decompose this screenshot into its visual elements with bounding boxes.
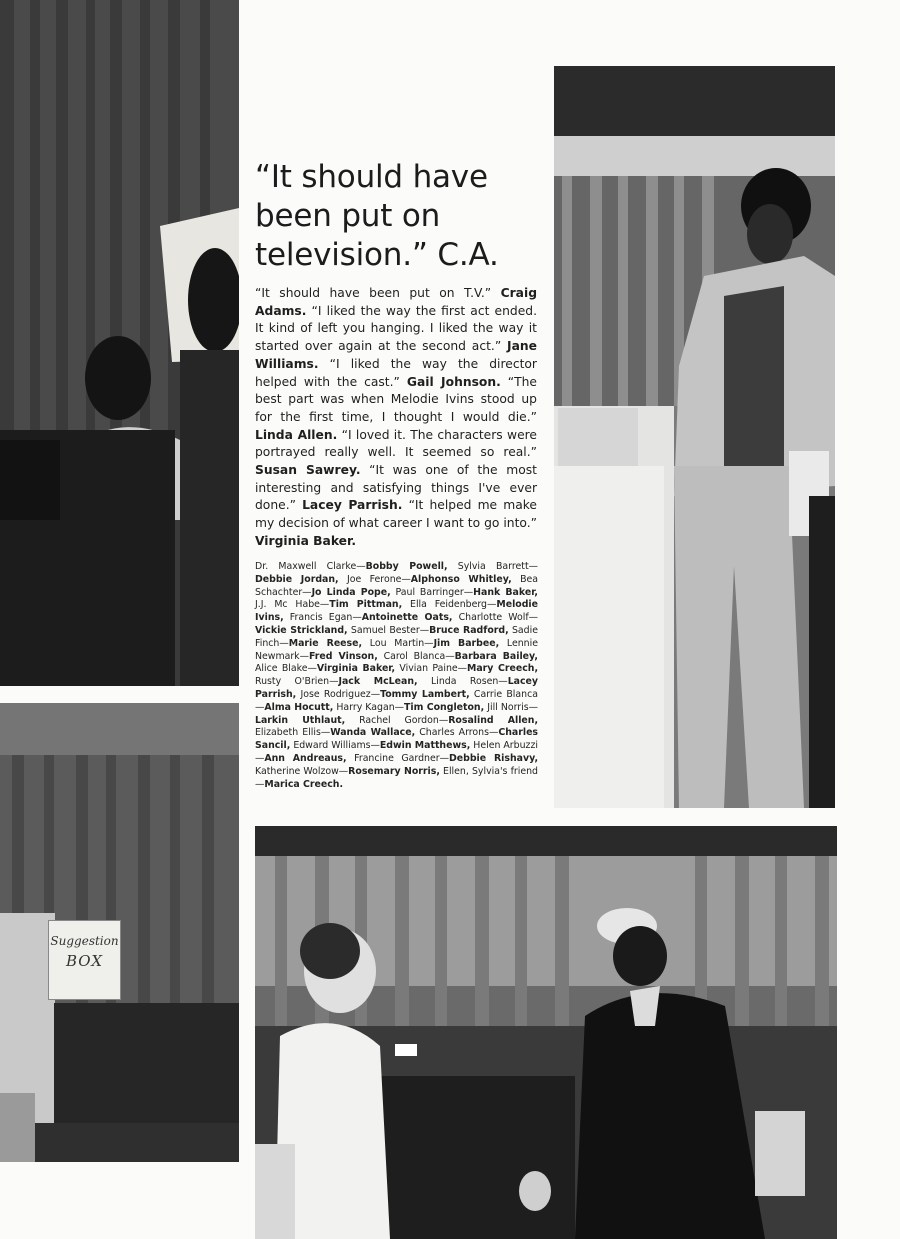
cast-actor: Vickie Strickland,	[255, 624, 348, 636]
headline-line-3: television.” C.A.	[255, 237, 499, 273]
cast-role: Helen Arbuzzi—	[255, 740, 538, 764]
photo-stage-suggestion-box	[0, 703, 239, 1162]
cast-actor: Jo Linda Pope,	[311, 586, 391, 598]
cast-entry	[293, 740, 470, 751]
cast-entry	[255, 599, 402, 610]
quote-text: “I liked the way the director helped with the cast.”	[255, 356, 537, 389]
cast-role: Carrie Blanca—	[255, 688, 539, 713]
cast-entry	[384, 651, 538, 662]
cast-actor: Larkin Uthlaut,	[255, 714, 346, 726]
cast-entry	[255, 727, 415, 738]
cast-actor: Melodie Ivins,	[255, 599, 538, 624]
cast-actor: Debbie Jordan,	[255, 573, 339, 585]
cast-role: Bea Schachter—	[255, 573, 539, 598]
photo-audience	[0, 0, 239, 686]
quote-text: “It should have been put on T.V.”	[255, 286, 492, 300]
cast-entry	[399, 663, 538, 674]
cast-role: Samuel Bester—	[350, 624, 430, 636]
quote-text: “It helped me make my decision of what career I want to go into.”	[255, 498, 537, 531]
cast-actor: Marie Reese,	[288, 637, 363, 649]
cast-role: Joe Ferone—	[347, 573, 411, 585]
cast-actor: Debbie Rishavy,	[448, 752, 539, 764]
cast-actor: Alma Hocutt,	[264, 701, 334, 713]
quote-text: “The best part was when Melodie Ivins stood up for the first time, I thought I would die.”	[255, 374, 537, 424]
cast-entry	[351, 625, 509, 636]
cast-entry	[336, 702, 484, 713]
quote-attribution: Susan Sawrey.	[255, 463, 361, 478]
cast-actor: Wanda Wallace,	[330, 727, 416, 739]
cast-actor: Hank Baker,	[473, 586, 538, 598]
cast-role: Charlotte Wolf—	[458, 612, 538, 624]
cast-actor: Fred Vinson,	[308, 650, 378, 662]
cast-entry	[396, 587, 538, 598]
cast-actor: Tommy Lambert,	[380, 688, 470, 700]
cast-actor: Tim Congleton,	[404, 701, 485, 713]
cast-list	[255, 561, 538, 791]
headline-line-2: been put on	[255, 198, 441, 234]
cast-role: Vivian Paine—	[399, 663, 468, 675]
cast-role: Linda Rosen—	[431, 676, 508, 688]
cast-role: Alice Blake—	[255, 663, 317, 675]
headline	[255, 158, 545, 275]
cast-entry	[354, 753, 538, 764]
cast-role: Charles Arrons—	[419, 727, 499, 739]
cast-role: Lou Martin—	[369, 637, 434, 649]
cast-actor: Rosalind Allen,	[448, 714, 539, 726]
cast-actor: Rosemary Norris,	[348, 765, 440, 777]
cast-actor: Lacey Parrish,	[255, 676, 539, 700]
cast-entry	[300, 689, 469, 700]
headline-line-1: “It should have	[255, 159, 488, 195]
cast-entry	[359, 715, 538, 726]
cast-actor: Jack McLean,	[338, 676, 418, 688]
cast-role: Katherine Wolzow—	[255, 765, 349, 777]
cast-actor: Bobby Powell,	[365, 561, 448, 572]
cast-actor: Ann Andreaus,	[264, 752, 347, 764]
cast-role: Francine Gardner—	[354, 752, 449, 764]
cast-actor: Mary Creech,	[467, 663, 539, 675]
cast-actor: Virginia Baker,	[316, 663, 396, 675]
quote-attribution: Virginia Baker.	[255, 533, 356, 548]
cast-role: Francis Egan—	[289, 612, 362, 624]
quote-attribution: Gail Johnson.	[406, 374, 501, 389]
quote-text: “I liked the way the first act ended. It kind of left you hanging. I liked the way it started over again at the second act.”	[255, 303, 537, 354]
suggestion-box-sign	[48, 920, 121, 1000]
photo-actor-denim	[554, 66, 835, 808]
cast-role: Elizabeth Ellis—	[255, 727, 331, 739]
cast-role: Ellen, Sylvia's friend—	[255, 765, 538, 790]
quote-attribution: Craig Adams.	[255, 286, 537, 318]
cast-role: Harry Kagan—	[336, 701, 405, 713]
quote-attribution: Linda Allen.	[255, 427, 338, 442]
quote-text: “It was one of the most interesting and satisfying things I've ever done.”	[255, 463, 537, 513]
quote-text: “I loved it. The characters were portrayed really well. It seemed so real.”	[255, 427, 537, 460]
cast-entry	[255, 676, 418, 687]
quotes-paragraph	[255, 285, 537, 551]
photo-actors-leather-coat	[255, 826, 837, 1239]
cast-actor: Tim Pittman,	[329, 599, 403, 611]
cast-role: Ella Feidenberg—	[410, 599, 497, 611]
cast-role: Rusty O'Brien—	[255, 676, 339, 688]
cast-entry	[255, 766, 440, 777]
cast-role: Jose Rodriguez—	[300, 688, 381, 700]
cast-actor: Marica Creech.	[264, 778, 344, 790]
cast-role: Sylvia Barrett—	[457, 561, 538, 572]
cast-entry	[290, 612, 453, 623]
cast-role: Rachel Gordon—	[359, 714, 449, 726]
cast-entry	[370, 638, 499, 649]
cast-actor: Alphonso Whitley,	[410, 573, 512, 585]
cast-role: Paul Barringer—	[395, 586, 474, 598]
cast-role: Carol Blanca—	[383, 650, 455, 662]
sign-line-2: BOX	[65, 952, 103, 970]
cast-actor: Charles Sancil,	[255, 727, 539, 752]
cast-role: Lennie Newmark—	[255, 637, 538, 662]
cast-entry	[347, 574, 512, 585]
cast-entry	[255, 663, 395, 674]
cast-entry	[255, 561, 448, 572]
cast-actor: Bruce Radford,	[429, 624, 509, 636]
cast-role: Dr. Maxwell Clarke—	[255, 561, 366, 572]
sign-line-1: Suggestion	[50, 934, 119, 948]
cast-role: Jill Norris—	[487, 701, 538, 713]
quote-attribution: Lacey Parrish.	[302, 498, 403, 513]
cast-actor: Antoinette Oats,	[361, 612, 453, 624]
cast-role: Edward Williams—	[293, 740, 380, 752]
quote-attribution: Jane Williams.	[255, 339, 537, 371]
cast-role: J.J. Mc Habe—	[255, 599, 330, 611]
cast-role: Sadie Finch—	[255, 624, 539, 649]
cast-actor: Barbara Bailey,	[454, 650, 538, 662]
cast-actor: Jim Barbee,	[433, 637, 500, 649]
cast-actor: Edwin Matthews,	[379, 740, 471, 752]
